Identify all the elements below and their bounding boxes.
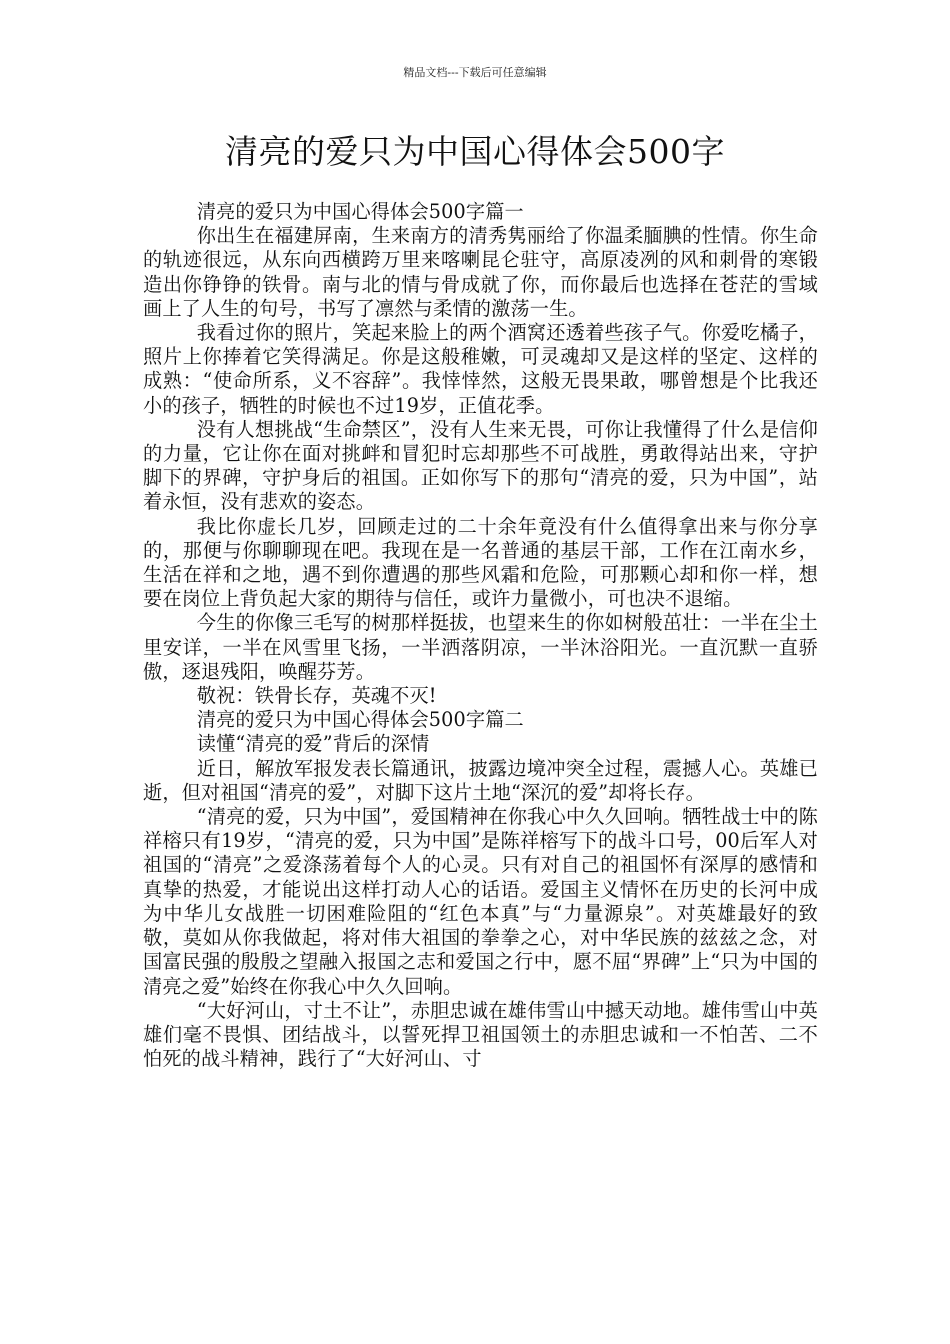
article-subtitle: 读懂“清亮的爱”背后的深情 [196,732,430,756]
body-paragraph: 近日，解放军报发表长篇通讯，披露边境冲突全过程，震撼人心。英雄已逝，但对祖国“清亮的爱”，对脚下这片土地“深沉的爱”却将长存。 [143,756,818,804]
document-title: 清亮的爱只为中国心得体会500字 [225,132,725,171]
header-note: 精品文档---下载后可任意编辑 [403,66,547,79]
body-paragraph: 你出生在福建屏南，生来南方的清秀隽丽给了你温柔腼腆的性情。你生命的轨迹很远，从东向西横跨万里来喀喇昆仑驻守，高原凌冽的风和刺骨的寒锻造出你铮铮的铁骨。南与北的情与骨成就了你，而你最后也选择在苍茫的雪域画上了人生的句号，书写了凛然与柔情的激荡一生。 [143,224,818,320]
closing-salutation: 敬祝：铁骨长存，英魂不灭! [196,684,437,708]
body-paragraph: 今生的你像三毛写的树那样挺拔，也望来生的你如树般茁壮：一半在尘土里安详，一半在风雪里飞扬，一半洒落阴凉，一半沐浴阳光。一直沉默一直骄傲，逐退残阳，唤醒芬芳。 [143,611,818,683]
section-heading-2: 清亮的爱只为中国心得体会500字篇二 [196,708,524,732]
body-paragraph: “清亮的爱，只为中国”，爱国精神在你我心中久久回响。牺牲战士中的陈祥榕只有19岁，“清亮的爱，只为中国”是陈祥榕写下的战斗口号，00后军人对祖国的“清亮”之爱涤荡着每个人的心灵。只有对自己的祖国怀有深厚的感情和真挚的热爱，才能说出这样打动人心的话语。爱国主义情怀在历史的长河中成为中华儿女战胜一切困难险阻的“红色本真”与“力量源泉”。对英雄最好的致敬，莫如从你我做起，将对伟大祖国的拳拳之心，对中华民族的兹兹之念，对国富民强的殷殷之望融入报国之志和爱国之行中，愿不屈“界碑”上“只为中国的清亮之爱”始终在你我心中久久回响。 [143,805,818,998]
body-paragraph: “大好河山，寸土不让”，赤胆忠诚在雄伟雪山中撼天动地。雄伟雪山中英雄们毫不畏惧、团结战斗，以誓死捍卫祖国领土的赤胆忠诚和一不怕苦、二不怕死的战斗精神，践行了“大好河山、寸 [143,998,818,1071]
body-paragraph: 没有人想挑战“生命禁区”，没有人生来无畏，可你让我懂得了什么是信仰的力量，它让你在面对挑衅和冒犯时忘却那些不可战胜，勇敢得站出来，守护脚下的界碑，守护身后的祖国。正如你写下的那句“清亮的爱，只为中国”，站着永恒，没有悲欢的姿态。 [143,417,818,514]
section-heading-1: 清亮的爱只为中国心得体会500字篇一 [196,200,524,223]
body-paragraph: 我比你虚长几岁，回顾走过的二十余年竟没有什么值得拿出来与你分享的，那便与你聊聊现在吧。我现在是一名普通的基层干部，工作在江南水乡，生活在祥和之地，遇不到你遭遇的那些风霜和危险，可那颗心却和你一样，想要在岗位上背负起大家的期待与信任，或许力量微小，可也决不退缩。 [143,514,818,611]
body-paragraph: 我看过你的照片，笑起来脸上的两个酒窝还透着些孩子气。你爱吃橘子，照片上你捧着它笑得满足。你是这般稚嫩，可灵魂却又是这样的坚定、这样的成熟：“使命所系，义不容辞”。我悻悻然，这般无畏果敢，哪曾想是个比我还小的孩子，牺牲的时候也不过19岁，正值花季。 [143,321,818,417]
document-body [143,200,818,1071]
